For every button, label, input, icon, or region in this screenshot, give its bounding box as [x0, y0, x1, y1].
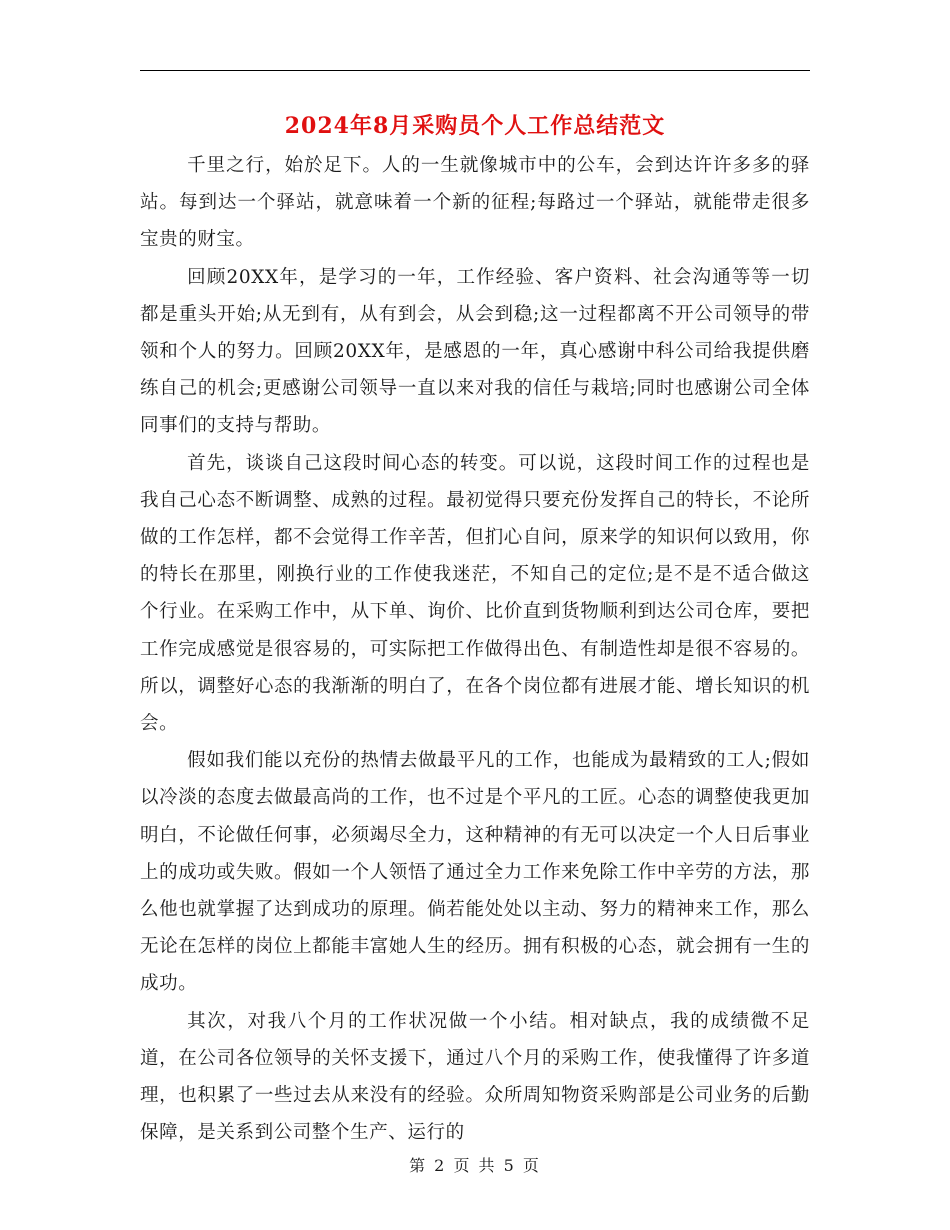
- header-rule: [140, 70, 810, 71]
- paragraph-4: 假如我们能以充份的热情去做最平凡的工作，也能成为最精致的工人;假如以冷淡的态度去做最高尚的工作，也不过是个平凡的工匠。心态的调整使我更加明白，不论做任何事，必须竭尽全力，这种精神的有无可以决定一个人日后事业上的成功或失败。假如一个人领悟了通过全力工作来免除工作中辛劳的方法，那么他也就掌握了达到成功的原理。倘若能处处以主动、努力的精神来工作，那么无论在怎样的岗位上都能丰富她人生的经历。拥有积极的心态，就会拥有一生的成功。: [140, 750, 810, 995]
- paragraph-1: 千里之行，始於足下。人的一生就像城市中的公车，会到达许许多多的驿站。每到达一个驿站，就意味着一个新的征程;每路过一个驿站，就能带走很多宝贵的财宝。: [140, 155, 810, 251]
- document-title: 2024年8月采购员个人工作总结范文: [284, 113, 666, 139]
- paragraph-2: 回顾20XX年，是学习的一年，工作经验、客户资料、社会沟通等等一切都是重头开始;从无到有，从有到会，从会到稳;这一过程都离不开公司领导的带领和个人的努力。回顾20XX年，是感恩的一年，真心感谢中科公司给我提供磨练自己的机会;更感谢公司领导一直以来对我的信任与栽培;同时也感谢公司全体同事们的支持与帮助。: [140, 266, 810, 437]
- paragraph-3: 首先，谈谈自己这段时间心态的转变。可以说，这段时间工作的过程也是我自己心态不断调整、成熟的过程。最初觉得只要充份发挥自己的特长，不论所做的工作怎样，都不会觉得工作辛苦，但扪心自问，原来学的知识何以致用，你的特长在那里，刚换行业的工作使我迷茫，不知自己的定位;是不是不适合做这个行业。在采购工作中，从下单、询价、比价直到货物顺利到达公司仓库，要把工作完成感觉是很容易的，可实际把工作做得出色、有制造性却是很不容易的。所以，调整好心态的我渐渐的明白了，在各个岗位都有进展才能、增长知识的机会。: [140, 452, 810, 735]
- page-footer: 第 2 页 共 5 页: [409, 1156, 541, 1175]
- paragraph-5: 其次，对我八个月的工作状况做一个小结。相对缺点，我的成绩微不足道，在公司各位领导的关怀支援下，通过八个月的采购工作，使我懂得了许多道理，也积累了一些过去从来没有的经验。众所周知物资采购部是公司业务的后勤保障，是关系到公司整个生产、运行的: [140, 1010, 810, 1144]
- document-body: [140, 147, 810, 1151]
